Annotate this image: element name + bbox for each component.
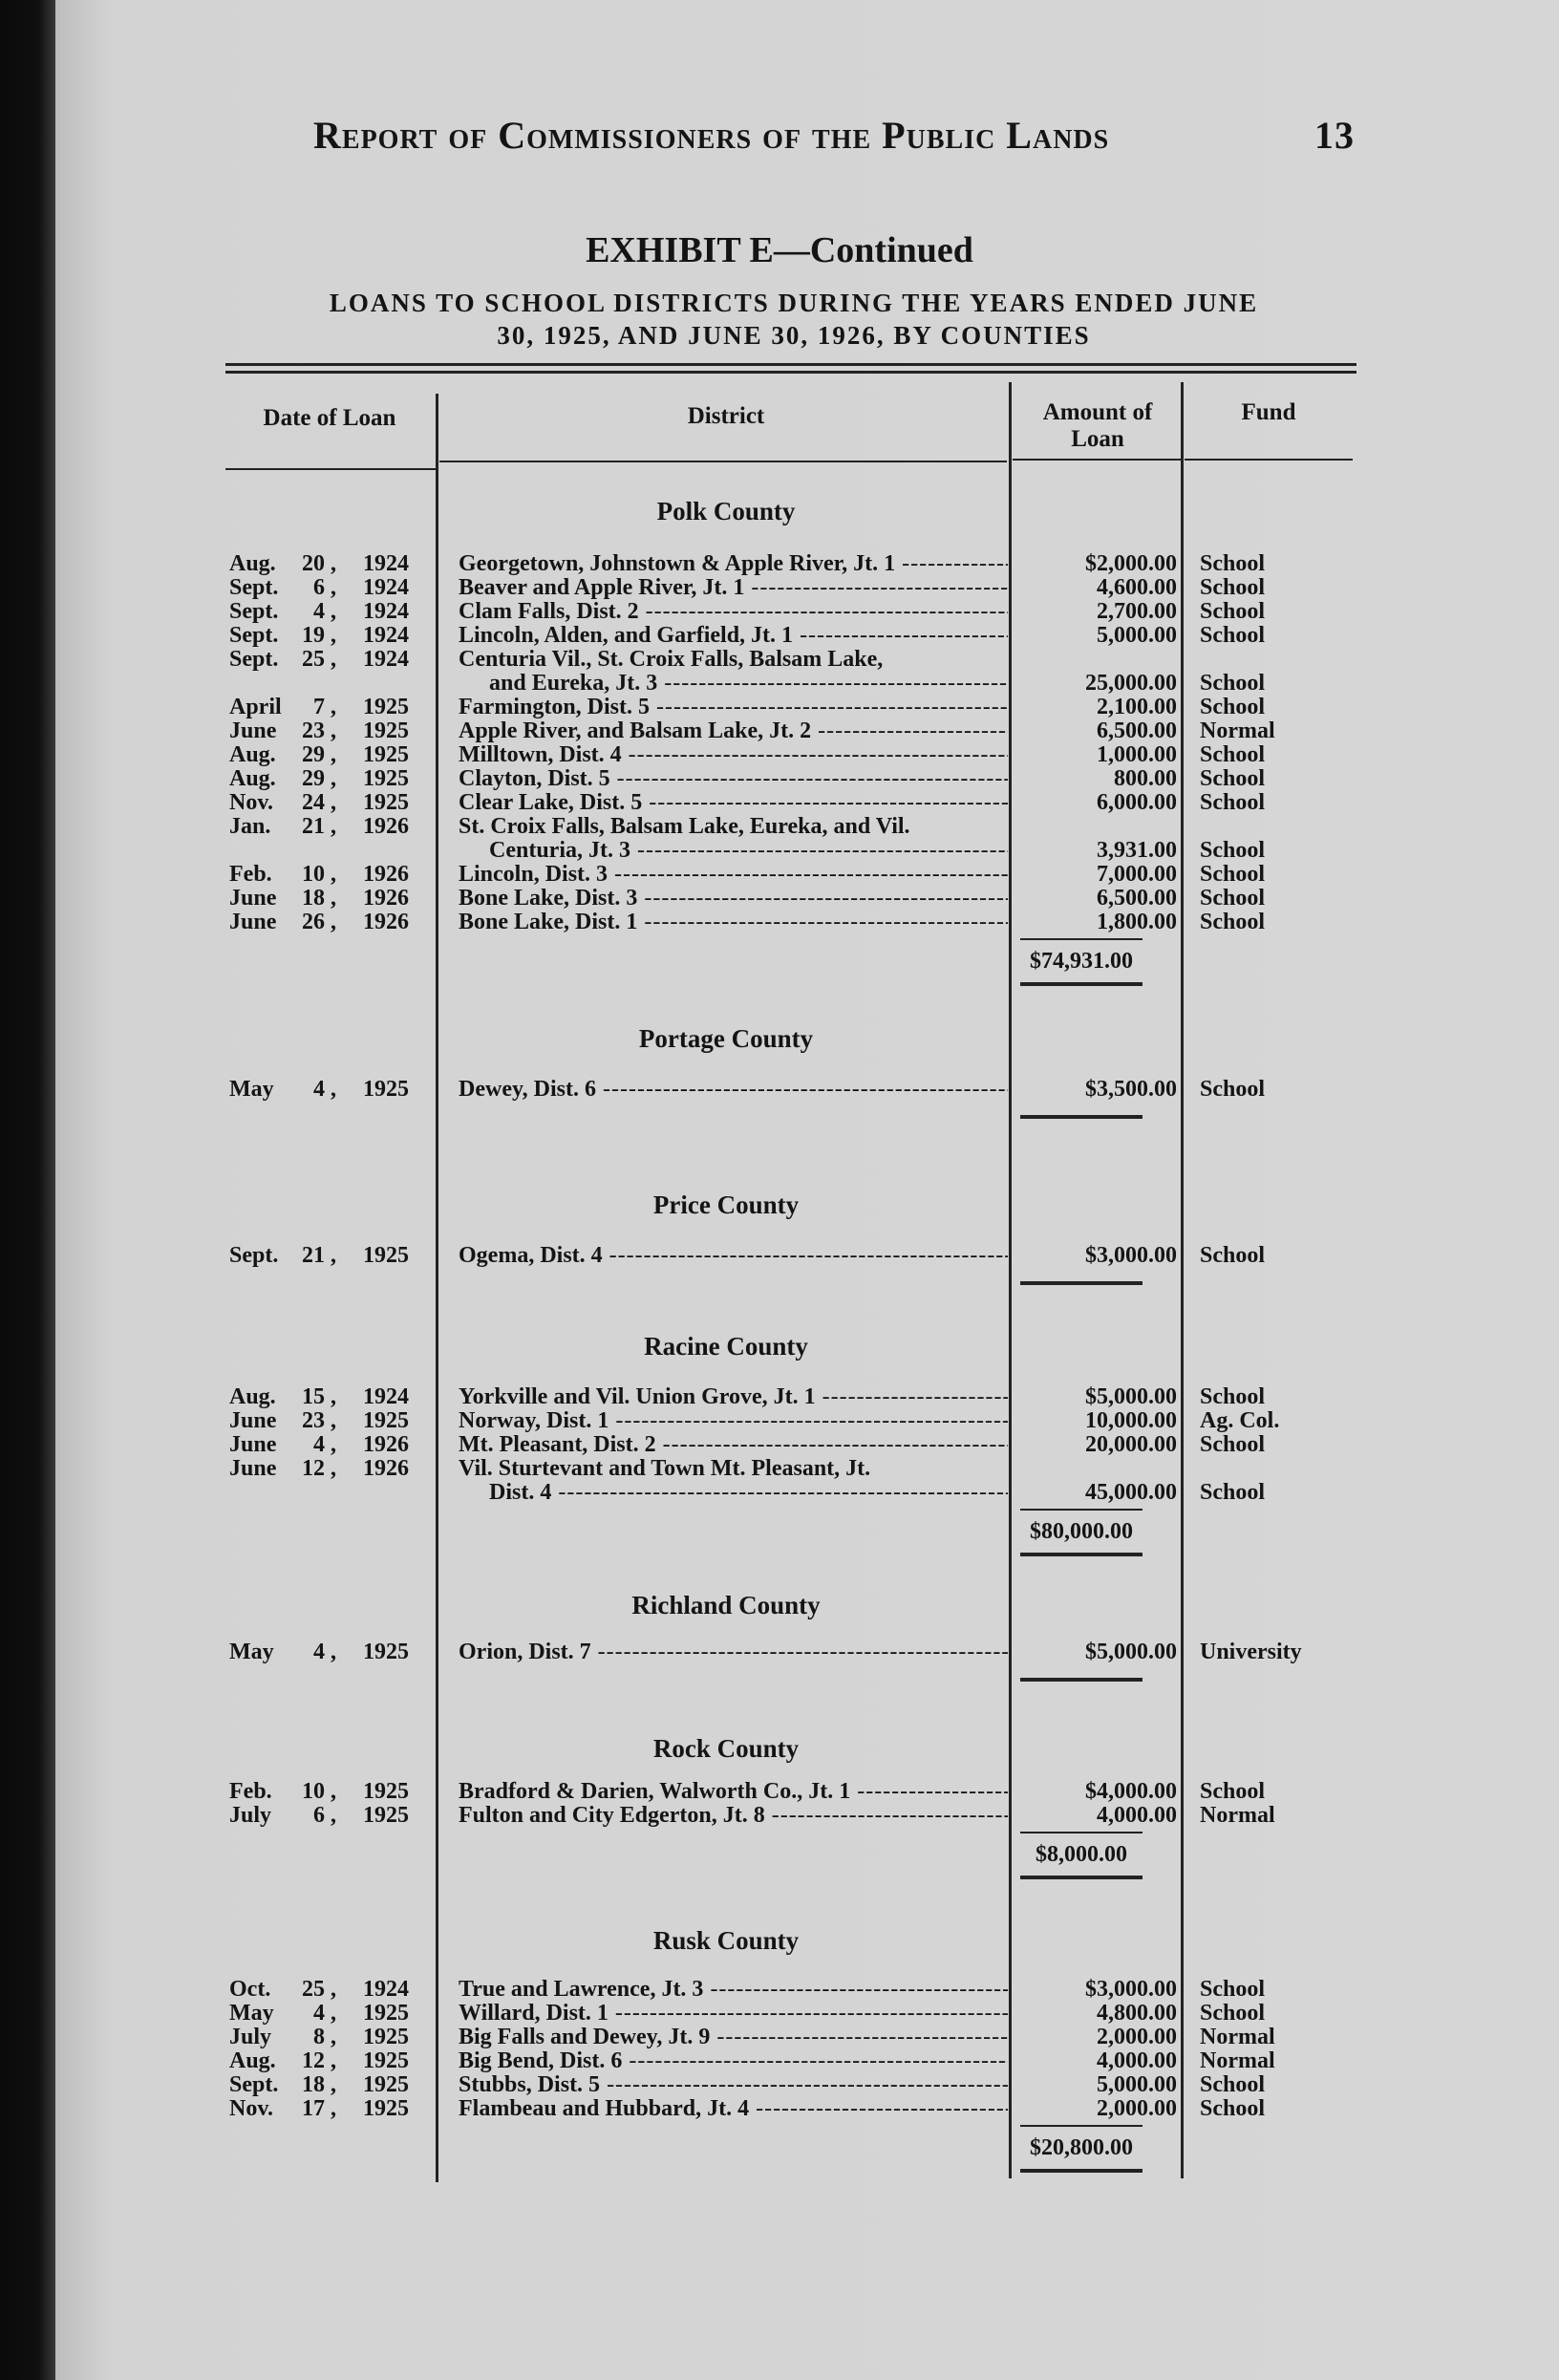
- loan-fund: School: [1200, 910, 1266, 934]
- loan-fund: Normal: [1200, 2048, 1275, 2073]
- col-head-amount-line2: Loan: [1071, 426, 1124, 452]
- loan-fund: School: [1200, 575, 1266, 600]
- table-row: [0, 743, 1559, 767]
- loan-fund: School: [1200, 2001, 1266, 2026]
- loan-day: 20 ,: [302, 551, 336, 576]
- loan-fund: School: [1200, 671, 1266, 696]
- loan-month: Oct.: [229, 1977, 271, 2002]
- district-name: Stubbs, Dist. 5 -----: [459, 2073, 1008, 2097]
- subtitle-line-1: LOANS TO SCHOOL DISTRICTS DURING THE YEARS ENDED JUNE: [329, 289, 1259, 317]
- loan-day: 4 ,: [313, 599, 336, 624]
- loan-day: 18 ,: [302, 2072, 336, 2097]
- county-total: $80,000.00: [1020, 1511, 1143, 1556]
- loan-day: 29 ,: [302, 742, 336, 767]
- head-underline-district: [439, 461, 1007, 462]
- loan-amount: 45,000.00: [1085, 1480, 1177, 1505]
- loan-amount: 2,000.00: [1097, 2096, 1177, 2121]
- col-head-amount-line1: Amount of: [1042, 399, 1153, 425]
- district-name: Bone Lake, Dist. 1 -----: [459, 911, 1008, 934]
- table-row: [0, 1456, 1559, 1505]
- loan-month: April: [229, 695, 282, 719]
- district-name: Norway, Dist. 1 -----: [459, 1409, 1008, 1433]
- district-name: True and Lawrence, Jt. 3 -----: [459, 1978, 1008, 2002]
- county-heading: Rusk County: [652, 1926, 800, 1955]
- loan-day: 10 ,: [302, 1779, 336, 1804]
- county-heading: Portage County: [638, 1024, 814, 1053]
- district-name: Apple River, and Balsam Lake, Jt. 2 -----: [459, 719, 1008, 743]
- loan-fund: School: [1200, 742, 1266, 767]
- loan-day: 4 ,: [313, 1077, 336, 1102]
- loan-month: Nov.: [229, 790, 274, 815]
- loan-year: 1925: [363, 790, 409, 815]
- loan-amount: 2,100.00: [1097, 695, 1177, 719]
- loan-day: 23 ,: [302, 718, 336, 743]
- loan-year: 1924: [363, 599, 409, 624]
- loan-year: 1924: [363, 551, 409, 576]
- loan-day: 26 ,: [302, 910, 336, 934]
- top-double-rule-2: [225, 371, 1356, 374]
- loan-amount: 7,000.00: [1097, 862, 1177, 887]
- table-row: [0, 647, 1559, 696]
- table-row: [0, 576, 1559, 600]
- col-head-fund: Fund: [1241, 399, 1296, 425]
- loan-year: 1924: [363, 1977, 409, 2002]
- loan-month: June: [229, 718, 277, 743]
- loan-fund: Normal: [1200, 1803, 1275, 1828]
- table-row: [0, 863, 1559, 887]
- district-name: Orion, Dist. 7 -----: [459, 1640, 1008, 1664]
- subtitle-line-2: 30, 1925, AND JUNE 30, 1926, BY COUNTIES: [497, 321, 1091, 350]
- county-heading: Racine County: [644, 1332, 808, 1361]
- table-row: [0, 1804, 1559, 1828]
- loan-day: 25 ,: [302, 647, 336, 672]
- loan-fund: University: [1200, 1640, 1302, 1664]
- district-name: St. Croix Falls, Balsam Lake, Eureka, and Vil.: [459, 815, 910, 839]
- loan-month: Sept.: [229, 623, 279, 648]
- loan-month: June: [229, 1408, 277, 1433]
- loan-month: Aug.: [229, 551, 276, 576]
- district-name: Clear Lake, Dist. 5 -----: [459, 791, 1008, 815]
- loan-day: 18 ,: [302, 886, 336, 911]
- loan-month: May: [229, 1640, 274, 1664]
- table-row: [0, 1409, 1559, 1433]
- loan-day: 12 ,: [302, 2048, 336, 2073]
- loan-year: 1925: [363, 695, 409, 719]
- loan-year: 1925: [363, 1077, 409, 1102]
- county-heading: Richland County: [631, 1591, 821, 1619]
- table-row: [0, 1244, 1559, 1268]
- loan-fund: School: [1200, 790, 1266, 815]
- table-row: [0, 767, 1559, 791]
- loan-fund: School: [1200, 599, 1266, 624]
- loan-amount: 800.00: [1114, 766, 1177, 791]
- county-heading: Price County: [652, 1190, 800, 1219]
- district-name: Bone Lake, Dist. 3 -----: [459, 887, 1008, 911]
- loan-day: 19 ,: [302, 623, 336, 648]
- loan-month: May: [229, 1077, 274, 1102]
- district-name: Yorkville and Vil. Union Grove, Jt. 1 -----: [459, 1385, 1008, 1409]
- loan-amount: $5,000.00: [1085, 1384, 1177, 1409]
- loan-month: May: [229, 2001, 274, 2026]
- loan-fund: School: [1200, 1384, 1266, 1409]
- head-underline-date: [225, 468, 436, 470]
- district-name: Mt. Pleasant, Dist. 2 -----: [459, 1433, 1008, 1457]
- loan-amount: $3,500.00: [1085, 1077, 1177, 1102]
- loan-amount: 5,000.00: [1097, 623, 1177, 648]
- loan-amount: 6,500.00: [1097, 718, 1177, 743]
- loan-month: Feb.: [229, 862, 272, 887]
- exhibit-subtitle: [225, 287, 1362, 352]
- top-double-rule-1: [225, 363, 1356, 366]
- loan-amount: 2,700.00: [1097, 599, 1177, 624]
- loan-year: 1925: [363, 1803, 409, 1828]
- loan-month: Nov.: [229, 2096, 274, 2121]
- loan-day: 21 ,: [302, 1243, 336, 1268]
- loan-day: 7 ,: [313, 695, 336, 719]
- loan-year: 1926: [363, 910, 409, 934]
- district-name: Georgetown, Johnstown & Apple River, Jt. 1 -----: [459, 552, 1008, 576]
- loan-fund: School: [1200, 1432, 1266, 1457]
- col-head-amount: [1014, 399, 1181, 453]
- table-row: [0, 887, 1559, 911]
- loan-day: 29 ,: [302, 766, 336, 791]
- loan-amount: 2,000.00: [1097, 2025, 1177, 2049]
- loan-year: 1925: [363, 742, 409, 767]
- table-row: [0, 1433, 1559, 1457]
- table-row: [0, 624, 1559, 648]
- loan-month: Sept.: [229, 647, 279, 672]
- loan-day: 17 ,: [302, 2096, 336, 2121]
- loan-month: June: [229, 1432, 277, 1457]
- district-name-continued: Centuria, Jt. 3 -----: [489, 839, 1008, 863]
- loan-year: 1925: [363, 718, 409, 743]
- district-name: Bradford & Darien, Walworth Co., Jt. 1 -----: [459, 1780, 1008, 1804]
- loan-day: 10 ,: [302, 862, 336, 887]
- loan-day: 21 ,: [302, 814, 336, 839]
- loan-month: Feb.: [229, 1779, 272, 1804]
- county-total: $20,800.00: [1020, 2127, 1143, 2173]
- loan-year: 1925: [363, 2001, 409, 2026]
- district-name: Beaver and Apple River, Jt. 1 -----: [459, 576, 1008, 600]
- loan-month: Sept.: [229, 599, 279, 624]
- table-row: [0, 1780, 1559, 1804]
- running-head: [313, 113, 1355, 158]
- district-name-continued: Dist. 4 -----: [489, 1481, 1008, 1505]
- loan-year: 1926: [363, 886, 409, 911]
- loan-fund: School: [1200, 886, 1266, 911]
- table-row: [0, 1978, 1559, 2002]
- district-name: Centuria Vil., St. Croix Falls, Balsam Lake,: [459, 648, 884, 672]
- loan-day: 12 ,: [302, 1456, 336, 1481]
- loan-day: 4 ,: [313, 1640, 336, 1664]
- loan-amount: 3,931.00: [1097, 838, 1177, 863]
- loan-fund: School: [1200, 862, 1266, 887]
- loan-year: 1925: [363, 1640, 409, 1664]
- table-row: [0, 2026, 1559, 2049]
- loan-year: 1925: [363, 2025, 409, 2049]
- report-title: Report of Commissioners of the Public Lands: [313, 114, 1110, 157]
- loan-amount: 10,000.00: [1085, 1408, 1177, 1433]
- loan-year: 1926: [363, 1456, 409, 1481]
- table-row: [0, 2073, 1559, 2097]
- loan-fund: Normal: [1200, 2025, 1275, 2049]
- table-row: [0, 719, 1559, 743]
- loan-fund: School: [1200, 623, 1266, 648]
- district-name: Vil. Sturtevant and Town Mt. Pleasant, Jt.: [459, 1457, 871, 1481]
- table-row: [0, 2002, 1559, 2026]
- county-total: $8,000.00: [1020, 1833, 1143, 1879]
- county-heading: Polk County: [656, 497, 796, 525]
- table-row: [0, 791, 1559, 815]
- loan-day: 15 ,: [302, 1384, 336, 1409]
- district-name: Fulton and City Edgerton, Jt. 8 -----: [459, 1804, 1008, 1828]
- loan-year: 1924: [363, 647, 409, 672]
- loan-month: Jan.: [229, 814, 271, 839]
- loan-amount: $3,000.00: [1085, 1977, 1177, 2002]
- loan-fund: Ag. Col.: [1200, 1408, 1280, 1433]
- loan-day: 24 ,: [302, 790, 336, 815]
- loan-day: 6 ,: [313, 1803, 336, 1828]
- amount-underline: [1020, 1678, 1143, 1682]
- loan-fund: School: [1200, 551, 1266, 576]
- loan-month: July: [229, 1803, 272, 1828]
- loan-amount: 4,600.00: [1097, 575, 1177, 600]
- county-heading: Rock County: [652, 1734, 800, 1763]
- loan-year: 1924: [363, 1384, 409, 1409]
- page-number: 13: [1314, 114, 1355, 157]
- loan-month: June: [229, 910, 277, 934]
- loan-amount: 6,000.00: [1097, 790, 1177, 815]
- loan-fund: School: [1200, 1077, 1266, 1102]
- col-head-district: District: [687, 403, 765, 429]
- loan-amount: 4,000.00: [1097, 1803, 1177, 1828]
- district-name: Willard, Dist. 1 -----: [459, 2002, 1008, 2026]
- loan-year: 1926: [363, 1432, 409, 1457]
- exhibit-title: EXHIBIT E—Continued: [586, 230, 973, 270]
- amount-underline: [1020, 1115, 1143, 1119]
- loan-year: 1925: [363, 1779, 409, 1804]
- head-underline-amount: [1013, 459, 1181, 461]
- district-name: Big Bend, Dist. 6 -----: [459, 2049, 1008, 2073]
- table-row: [0, 696, 1559, 719]
- district-name: Milltown, Dist. 4 -----: [459, 743, 1008, 767]
- loan-day: 25 ,: [302, 1977, 336, 2002]
- loan-year: 1925: [363, 2072, 409, 2097]
- loan-fund: School: [1200, 1977, 1266, 2002]
- loan-year: 1925: [363, 1408, 409, 1433]
- loan-amount: 5,000.00: [1097, 2072, 1177, 2097]
- col-head-date: Date of Loan: [263, 405, 396, 431]
- loan-month: Aug.: [229, 742, 276, 767]
- loan-amount: 20,000.00: [1085, 1432, 1177, 1457]
- district-name: Dewey, Dist. 6 -----: [459, 1078, 1008, 1102]
- district-name: Lincoln, Dist. 3 -----: [459, 863, 1008, 887]
- table-row: [0, 552, 1559, 576]
- loan-amount: $3,000.00: [1085, 1243, 1177, 1268]
- district-name: Clam Falls, Dist. 2 -----: [459, 600, 1008, 624]
- district-name: Flambeau and Hubbard, Jt. 4 -----: [459, 2097, 1008, 2121]
- loan-year: 1925: [363, 2048, 409, 2073]
- loan-day: 4 ,: [313, 1432, 336, 1457]
- loan-amount: 25,000.00: [1085, 671, 1177, 696]
- loan-fund: Normal: [1200, 718, 1275, 743]
- loan-amount: $4,000.00: [1085, 1779, 1177, 1804]
- loan-fund: School: [1200, 2096, 1266, 2121]
- table-row: [0, 1640, 1559, 1664]
- table-row: [0, 814, 1559, 863]
- loan-year: 1926: [363, 862, 409, 887]
- loan-fund: School: [1200, 766, 1266, 791]
- loan-year: 1925: [363, 2096, 409, 2121]
- district-name: Ogema, Dist. 4 -----: [459, 1244, 1008, 1268]
- district-name: Lincoln, Alden, and Garfield, Jt. 1 -----: [459, 624, 1008, 648]
- loan-fund: School: [1200, 838, 1266, 863]
- loan-month: Sept.: [229, 2072, 279, 2097]
- table-row: [0, 600, 1559, 624]
- district-name: Farmington, Dist. 5 -----: [459, 696, 1008, 719]
- loan-amount: 1,800.00: [1097, 910, 1177, 934]
- loan-fund: School: [1200, 695, 1266, 719]
- loan-month: June: [229, 1456, 277, 1481]
- loan-month: July: [229, 2025, 272, 2049]
- county-total: $74,931.00: [1020, 940, 1143, 986]
- loan-day: 8 ,: [313, 2025, 336, 2049]
- loan-amount: 6,500.00: [1097, 886, 1177, 911]
- loan-year: 1924: [363, 623, 409, 648]
- loan-month: Aug.: [229, 2048, 276, 2073]
- loan-amount: $5,000.00: [1085, 1640, 1177, 1664]
- loan-month: Aug.: [229, 1384, 276, 1409]
- amount-underline: [1020, 1281, 1143, 1285]
- loan-day: 23 ,: [302, 1408, 336, 1433]
- loan-fund: School: [1200, 2072, 1266, 2097]
- loan-amount: $2,000.00: [1085, 551, 1177, 576]
- district-name: Clayton, Dist. 5 -----: [459, 767, 1008, 791]
- table-row: [0, 911, 1559, 934]
- loan-amount: 4,800.00: [1097, 2001, 1177, 2026]
- loan-year: 1925: [363, 1243, 409, 1268]
- head-underline-fund: [1185, 459, 1353, 461]
- loan-fund: School: [1200, 1243, 1266, 1268]
- loan-month: Sept.: [229, 1243, 279, 1268]
- loan-year: 1926: [363, 814, 409, 839]
- loan-month: Aug.: [229, 766, 276, 791]
- loan-fund: School: [1200, 1480, 1266, 1505]
- table-row: [0, 1385, 1559, 1409]
- loan-fund: School: [1200, 1779, 1266, 1804]
- loan-year: 1924: [363, 575, 409, 600]
- loan-month: June: [229, 886, 277, 911]
- table-row: [0, 2097, 1559, 2121]
- loan-year: 1925: [363, 766, 409, 791]
- district-name: Big Falls and Dewey, Jt. 9 -----: [459, 2026, 1008, 2049]
- loan-amount: 4,000.00: [1097, 2048, 1177, 2073]
- loan-day: 6 ,: [313, 575, 336, 600]
- table-row: [0, 1078, 1559, 1102]
- loan-amount: 1,000.00: [1097, 742, 1177, 767]
- loan-day: 4 ,: [313, 2001, 336, 2026]
- loan-month: Sept.: [229, 575, 279, 600]
- district-name-continued: and Eureka, Jt. 3 -----: [489, 672, 1008, 696]
- table-row: [0, 2049, 1559, 2073]
